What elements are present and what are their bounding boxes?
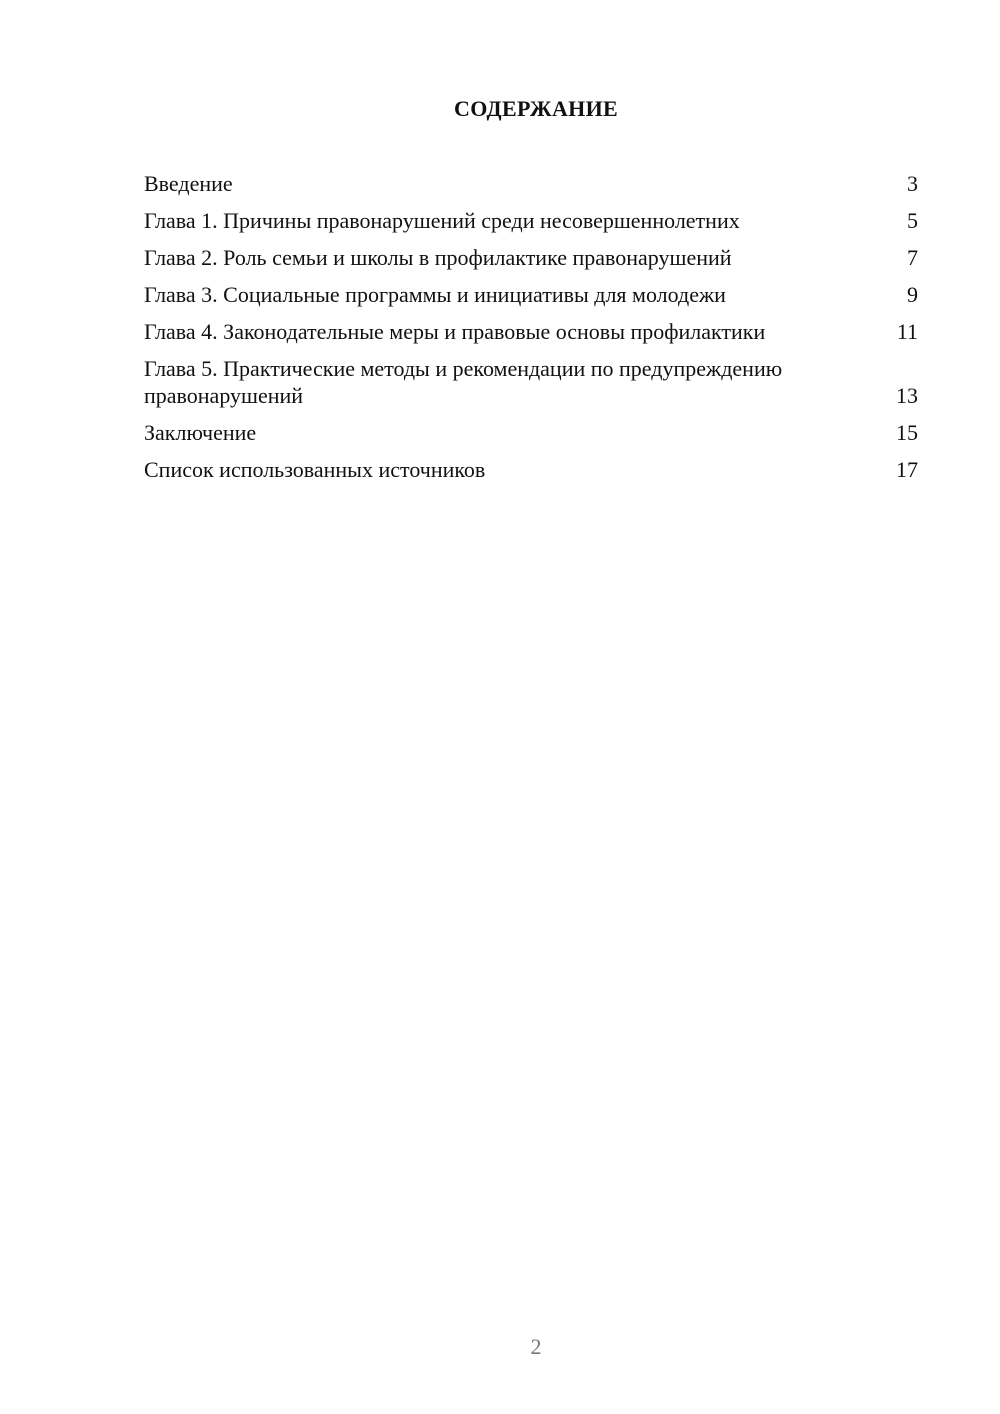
toc-item-text: Глава 5. Практические методы и рекомендации по предупреждению правонарушений	[144, 356, 783, 408]
toc-item-text: Глава 1. Причины правонарушений среди несовершеннолетних	[144, 208, 740, 233]
toc-item-page: 17	[896, 457, 918, 482]
toc-item-chapter-1	[144, 207, 918, 234]
toc-item-page: 11	[896, 319, 918, 344]
toc-item-text: Глава 2. Роль семьи и школы в профилактике правонарушений	[144, 245, 732, 270]
toc-item-text: Список использованных источников	[144, 457, 486, 482]
table-of-contents	[144, 170, 918, 493]
toc-item-conclusion	[144, 419, 918, 446]
toc-item-chapter-3	[144, 281, 918, 308]
toc-item-text: Глава 4. Законодательные меры и правовые основы профилактики	[144, 319, 766, 344]
toc-title: СОДЕРЖАНИЕ	[454, 96, 618, 121]
toc-item-chapter-2	[144, 244, 918, 271]
toc-item-references	[144, 456, 918, 483]
toc-item-page: 3	[907, 171, 918, 196]
toc-item-text: Введение	[144, 171, 233, 196]
toc-item-chapter-5	[144, 355, 918, 409]
page-number: 2	[530, 1334, 542, 1359]
toc-item-page: 9	[907, 282, 918, 307]
toc-item-chapter-4	[144, 318, 918, 345]
toc-item-page: 5	[907, 208, 918, 233]
toc-item-page: 15	[896, 420, 918, 445]
toc-item-page: 13	[896, 383, 918, 408]
toc-item-text: Глава 3. Социальные программы и инициативы для молодежи	[144, 282, 726, 307]
toc-item-text: Заключение	[144, 420, 257, 445]
toc-item-introduction	[144, 170, 918, 197]
toc-item-page: 7	[907, 245, 918, 270]
